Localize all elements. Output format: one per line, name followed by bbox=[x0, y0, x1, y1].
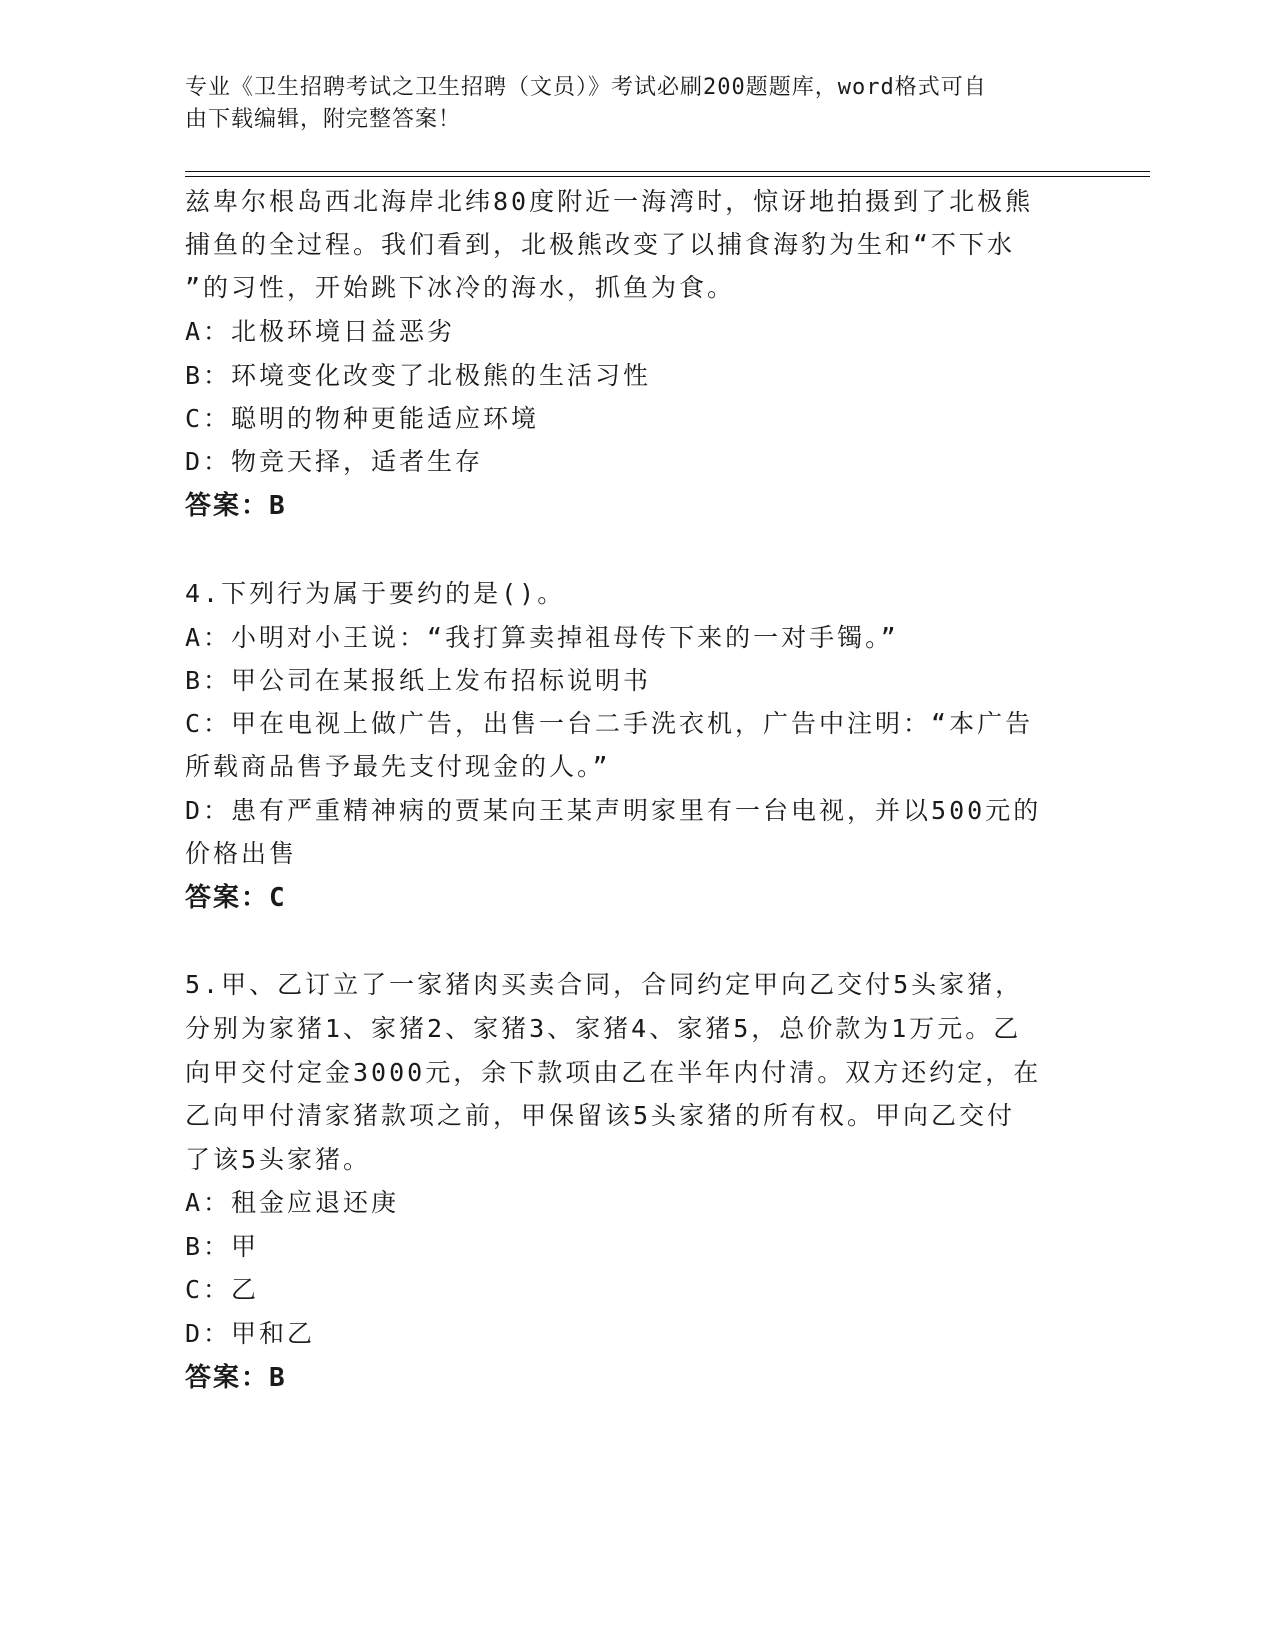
header-line-2: 由下载编辑，附完整答案！ bbox=[185, 107, 462, 132]
question-stem-line: 捕鱼的全过程。我们看到，北极熊改变了以捕食海豹为生和“不下水 bbox=[185, 230, 1016, 259]
answer-label: 答案：C bbox=[185, 883, 287, 913]
question-stem-line: 4.下列行为属于要约的是()。 bbox=[185, 579, 566, 608]
option-a: A：北极环境日益恶劣 bbox=[185, 317, 456, 346]
option-b: B：环境变化改变了北极熊的生活习性 bbox=[185, 361, 652, 390]
question-stem-line: 了该5头家猪。 bbox=[185, 1145, 372, 1174]
option-c: C：乙 bbox=[185, 1275, 260, 1304]
question-stem-line: 5.甲、乙订立了一家猪肉买卖合同，合同约定甲向乙交付5头家猪， bbox=[185, 970, 1024, 999]
header-rule-bottom bbox=[185, 176, 1150, 177]
option-c: C：聪明的物种更能适应环境 bbox=[185, 404, 540, 433]
option-d: D：患有严重精神病的贾某向王某声明家里有一台电视，并以500元的 bbox=[185, 796, 1042, 825]
question-stem-line: 乙向甲付清家猪款项之前，甲保留该5头家猪的所有权。甲向乙交付 bbox=[185, 1101, 1016, 1130]
answer-label: 答案：B bbox=[185, 491, 287, 521]
question-stem-line: 向甲交付定金3000元，余下款项由乙在半年内付清。双方还约定，在 bbox=[185, 1058, 1042, 1087]
question-stem-line: 兹卑尔根岛西北海岸北纬80度附近一海湾时，惊讶地拍摄到了北极熊 bbox=[185, 187, 1034, 216]
option-c: C：甲在电视上做广告，出售一台二手洗衣机，广告中注明：“本广告 bbox=[185, 709, 1034, 738]
option-c-continued: 所载商品售予最先支付现金的人。” bbox=[185, 752, 611, 781]
header-rule-top bbox=[185, 171, 1150, 172]
option-b: B：甲公司在某报纸上发布招标说明书 bbox=[185, 666, 652, 695]
question-stem-line: 分别为家猪1、家猪2、家猪3、家猪4、家猪5，总价款为1万元。乙 bbox=[185, 1014, 1022, 1043]
option-b: B：甲 bbox=[185, 1232, 260, 1261]
option-d: D：物竞天择，适者生存 bbox=[185, 447, 484, 476]
answer-label: 答案：B bbox=[185, 1363, 287, 1393]
option-d-continued: 价格出售 bbox=[185, 839, 298, 868]
header-line-1: 专业《卫生招聘考试之卫生招聘（文员）》考试必刷200题题库，word格式可自 bbox=[185, 75, 987, 100]
question-stem-line: ”的习性，开始跳下冰冷的海水，抓鱼为食。 bbox=[185, 273, 736, 302]
option-a: A：小明对小王说：“我打算卖掉祖母传下来的一对手镯。” bbox=[185, 623, 899, 652]
option-a: A：租金应退还庚 bbox=[185, 1188, 400, 1217]
option-d: D：甲和乙 bbox=[185, 1319, 316, 1348]
